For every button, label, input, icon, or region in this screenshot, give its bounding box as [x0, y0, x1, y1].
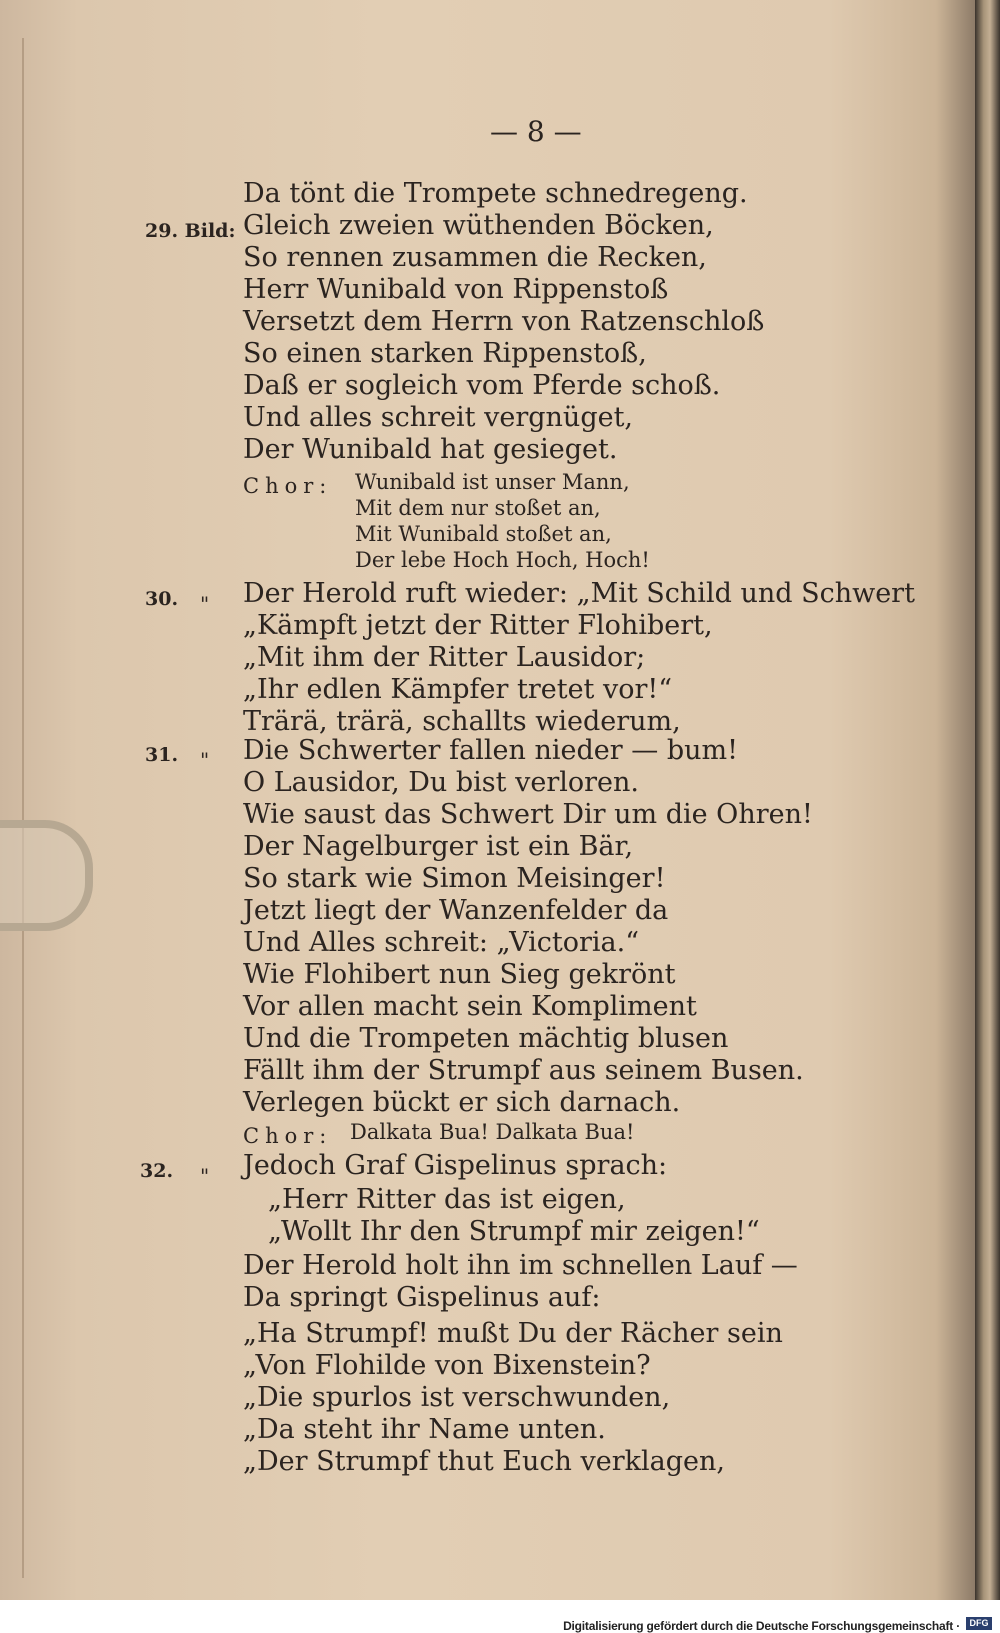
text-line: Jetzt liegt der Wanzenfelder da [243, 895, 669, 926]
paper-clip [0, 820, 93, 931]
text-line: „Da steht ihr Name unten. [243, 1414, 606, 1445]
page-border [22, 38, 24, 1578]
text-line: Herr Wunibald von Rippenstoß [243, 274, 669, 305]
text-line: Versetzt dem Herrn von Ratzenschloß [243, 306, 765, 337]
chor-label: Chor: [243, 474, 333, 498]
book-spine-edge [975, 0, 1000, 1600]
text-line: Da tönt die Trompete schnedregeng. [243, 178, 748, 209]
text-line: Die Schwerter fallen nieder — bum! [243, 735, 738, 766]
chor-line: Mit dem nur stoßet an, [355, 496, 601, 520]
text-line: „Ihr edlen Kämpfer tretet vor!“ [243, 674, 673, 705]
chor-line: Dalkata Bua! Dalkata Bua! [350, 1120, 635, 1144]
text-line: „Ha Strumpf! mußt Du der Rächer sein [243, 1318, 783, 1349]
text-line: So stark wie Simon Meisinger! [243, 863, 666, 894]
text-line: Wie saust das Schwert Dir um die Ohren! [243, 799, 813, 830]
dfg-logo: DFG [966, 1617, 992, 1630]
ditto-mark: " [200, 748, 210, 772]
verse-marker-31: 31. [145, 744, 179, 766]
page-number: — 8 — [490, 115, 582, 148]
text-line: Vor allen macht sein Kompliment [243, 991, 697, 1022]
text-line: Der Nagelburger ist ein Bär, [243, 831, 634, 862]
footer-bar [0, 1600, 1000, 1633]
text-line: „Herr Ritter das ist eigen, [268, 1184, 626, 1215]
ditto-mark: " [200, 1164, 210, 1188]
verse-marker-30: 30. [145, 588, 179, 610]
chor-label: Chor: [243, 1124, 333, 1148]
text-line: „Der Strumpf thut Euch verklagen, [243, 1446, 725, 1477]
ditto-mark: " [200, 592, 210, 616]
chor-line: Mit Wunibald stoßet an, [355, 522, 612, 546]
text-line: „Von Flohilde von Bixenstein? [243, 1350, 651, 1381]
text-line: „Die spurlos ist verschwunden, [243, 1382, 671, 1413]
text-line: Und Alles schreit: „Victoria.“ [243, 927, 640, 958]
text-line: O Lausidor, Du bist verloren. [243, 767, 639, 798]
text-line: Und alles schreit vergnüget, [243, 402, 634, 433]
text-line: Wie Flohibert nun Sieg gekrönt [243, 959, 676, 990]
chor-line: Der lebe Hoch Hoch, Hoch! [355, 548, 650, 572]
text-line: Gleich zweien wüthenden Böcken, [243, 210, 714, 241]
text-line: „Wollt Ihr den Strumpf mir zeigen!“ [268, 1216, 760, 1247]
verse-marker-32: 32. [140, 1160, 174, 1182]
text-line: Der Wunibald hat gesieget. [243, 434, 618, 465]
text-line: So einen starken Rippenstoß, [243, 338, 647, 369]
text-line: Der Herold ruft wieder: „Mit Schild und Schwert [243, 578, 915, 609]
text-line: So rennen zusammen die Recken, [243, 242, 707, 273]
text-line: Trärä, trärä, schallts wiederum, [243, 706, 681, 737]
text-line: Und die Trompeten mächtig blusen [243, 1023, 729, 1054]
text-line: Daß er sogleich vom Pferde schoß. [243, 370, 721, 401]
funding-credit: Digitalisierung gefördert durch die Deutsche Forschungsgemeinschaft · [563, 1619, 960, 1633]
text-line: Fällt ihm der Strumpf aus seinem Busen. [243, 1055, 804, 1086]
chor-line: Wunibald ist unser Mann, [355, 470, 630, 494]
text-line: „Kämpft jetzt der Ritter Flohibert, [243, 610, 713, 641]
text-line: Der Herold holt ihn im schnellen Lauf — [243, 1250, 798, 1281]
text-line: Jedoch Graf Gispelinus sprach: [243, 1150, 668, 1181]
text-line: Verlegen bückt er sich darnach. [243, 1087, 681, 1118]
verse-marker-29: 29. Bild: [145, 220, 236, 242]
text-line: Da springt Gispelinus auf: [243, 1282, 601, 1313]
text-line: „Mit ihm der Ritter Lausidor; [243, 642, 646, 673]
